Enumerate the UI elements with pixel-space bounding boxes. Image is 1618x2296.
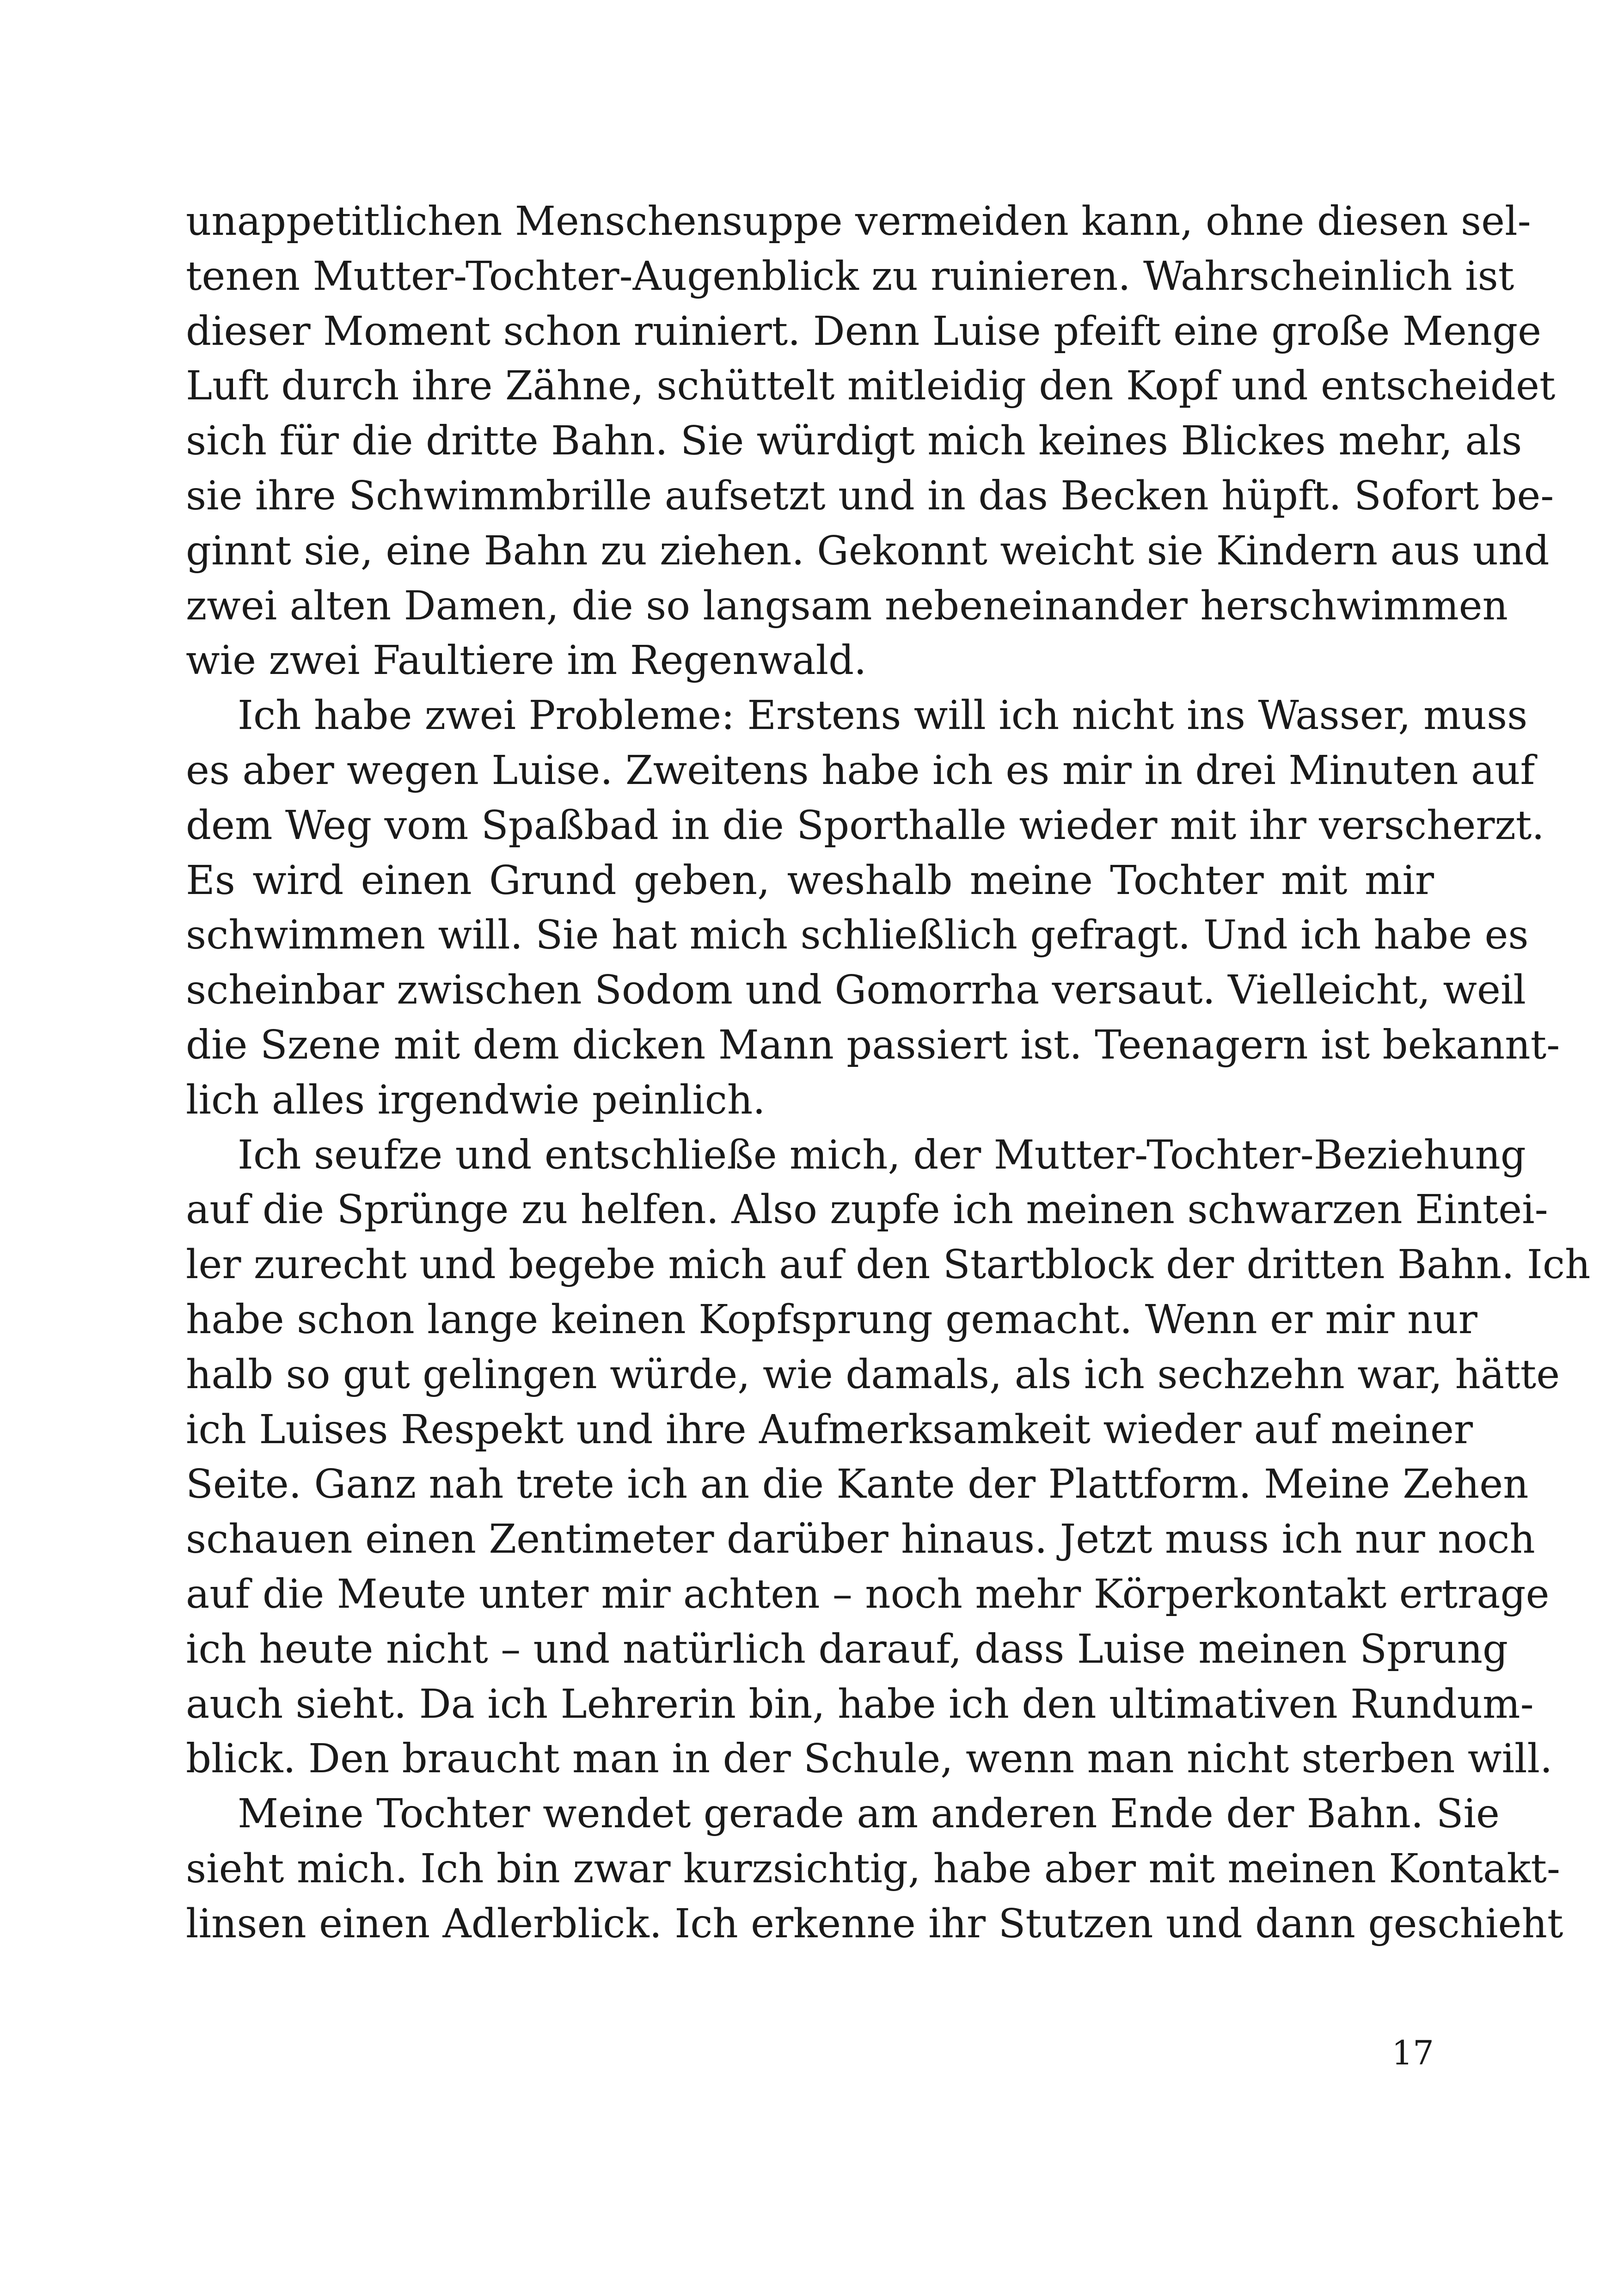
text-line: tenen Mutter-Tochter-Augenblick zu ruinieren. Wahrscheinlich ist [186, 253, 1514, 300]
paragraph [186, 194, 1556, 688]
text-line: Seite. Ganz nah trete ich an die Kante der Plattform. Meine Zehen [186, 1461, 1529, 1508]
text-line: dem Weg vom Spaßbad in die Sporthalle wieder mit ihr verscherzt. [186, 802, 1544, 849]
body-text [186, 194, 1591, 1952]
text-line: Ich seufze und entschließe mich, der Mutter-Tochter-Beziehung [238, 1132, 1526, 1178]
text-line: sich für die dritte Bahn. Sie würdigt mich keines Blickes mehr, als [186, 418, 1522, 465]
text-line: ginnt sie, eine Bahn zu ziehen. Gekonnt weicht sie Kindern aus und [186, 527, 1550, 574]
paragraph [186, 688, 1560, 1127]
text-line: die Szene mit dem dicken Mann passiert ist. Teenagern ist bekannt- [186, 1022, 1560, 1068]
text-line: schwimmen will. Sie hat mich schließlich gefragt. Und ich habe es [186, 912, 1529, 959]
text-line: Es wird einen Grund geben, weshalb meine Tochter mit mir [186, 857, 1434, 904]
text-line: linsen einen Adlerblick. Ich erkenne ihr Stutzen und dann geschieht [186, 1900, 1563, 1947]
text-line: schauen einen Zentimeter darüber hinaus. Jetzt muss ich nur noch [186, 1516, 1535, 1563]
text-line: ich heute nicht – und natürlich darauf, dass Luise meinen Sprung [186, 1626, 1508, 1672]
text-line: sie ihre Schwimmbrille aufsetzt und in das Becken hüpft. Sofort be- [186, 472, 1554, 519]
text-line: Ich habe zwei Probleme: Erstens will ich nicht ins Wasser, muss [238, 692, 1528, 739]
text-line: Luft durch ihre Zähne, schüttelt mitleidig den Kopf und entscheidet [186, 363, 1556, 410]
text-line: ler zurecht und begebe mich auf den Startblock der dritten Bahn. Ich [186, 1242, 1591, 1288]
text-line: wie zwei Faultiere im Regenwald. [186, 637, 867, 684]
text-line: unappetitlichen Menschensuppe vermeiden kann, ohne diesen sel- [186, 198, 1531, 245]
text-line: blick. Den braucht man in der Schule, wenn man nicht sterben will. [186, 1736, 1553, 1782]
text-line: sieht mich. Ich bin zwar kurzsichtig, habe aber mit meinen Kontakt- [186, 1845, 1560, 1892]
text-line: auch sieht. Da ich Lehrerin bin, habe ich den ultimativen Rundum- [186, 1681, 1534, 1727]
text-line: scheinbar zwischen Sodom und Gomorrha versaut. Vielleicht, weil [186, 967, 1526, 1014]
text-line: lich alles irgendwie peinlich. [186, 1077, 766, 1123]
text-line: Meine Tochter wendet gerade am anderen Ende der Bahn. Sie [238, 1791, 1500, 1837]
text-line: auf die Meute unter mir achten – noch mehr Körperkontakt ertrage [186, 1571, 1550, 1617]
text-line: auf die Sprünge zu helfen. Also zupfe ich meinen schwarzen Eintei- [186, 1187, 1548, 1233]
text-line: dieser Moment schon ruiniert. Denn Luise pfeift eine große Menge [186, 308, 1542, 355]
text-line: zwei alten Damen, die so langsam nebeneinander herschwimmen [186, 582, 1508, 629]
page-number: 17 [1391, 2033, 1434, 2072]
text-line: halb so gut gelingen würde, wie damals, als ich sechzehn war, hätte [186, 1351, 1560, 1398]
paragraph [186, 1128, 1591, 1787]
text-line: ich Luises Respekt und ihre Aufmerksamkeit wieder auf meiner [186, 1406, 1473, 1453]
text-line: habe schon lange keinen Kopfsprung gemacht. Wenn er mir nur [186, 1296, 1477, 1343]
text-line: es aber wegen Luise. Zweitens habe ich es mir in drei Minuten auf [186, 747, 1535, 794]
paragraph [186, 1787, 1563, 1951]
